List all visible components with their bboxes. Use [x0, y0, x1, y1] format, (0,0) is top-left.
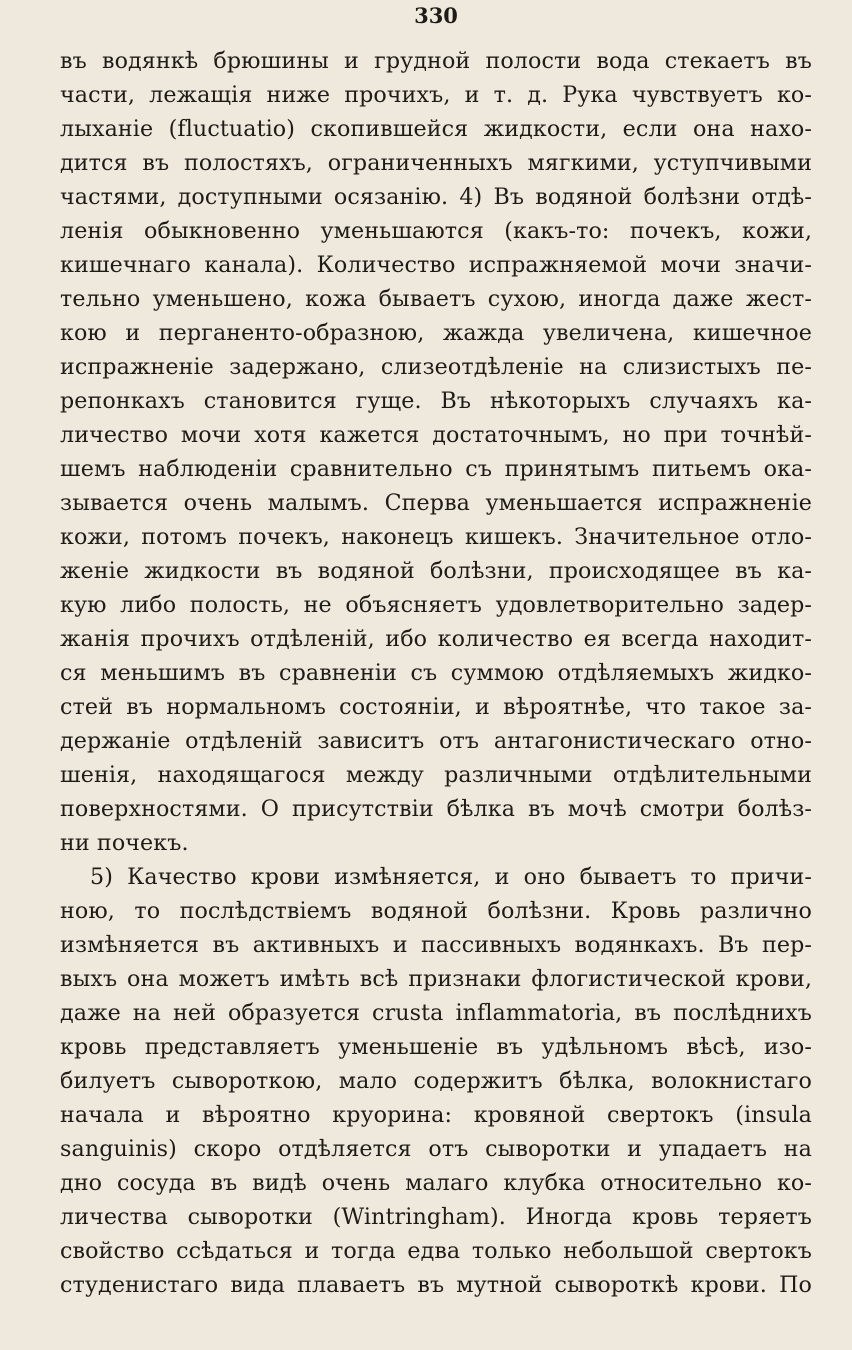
text-line: кровь представляетъ уменьшеніе въ удѣльномъ вѣсѣ, изо-: [60, 1034, 812, 1060]
text-line: кою и перганенто-образною, жажда увеличена, кишечное: [60, 320, 812, 346]
text-line: ленія обыкновенно уменьшаются (какъ-то: почекъ, кожи,: [60, 218, 812, 244]
text-line: лыханіе (fluctuatio) скопившейся жидкости, если она нахо-: [60, 116, 812, 142]
text-line: стей въ нормальномъ состояніи, и вѣроятнѣе, что такое за-: [60, 694, 812, 720]
text-line: ни почекъ.: [60, 830, 189, 856]
text-line: sanguinis) скоро отдѣляется отъ сыворотки и упадаетъ на: [60, 1136, 812, 1162]
text-line: части, лежащія ниже прочихъ, и т. д. Рука чувствуетъ ко-: [60, 82, 812, 108]
page-number: 330: [414, 3, 458, 28]
text-line: 5) Качество крови измѣняется, и оно бываетъ то причи-: [90, 864, 812, 890]
body-text: [60, 44, 812, 1302]
text-line: свойство ссѣдаться и тогда едва только небольшой свертокъ: [60, 1238, 812, 1264]
text-line: дится въ полостяхъ, ограниченныхъ мягкими, уступчивыми: [60, 150, 812, 176]
text-line: начала и вѣроятно круорина: кровяной свертокъ (insula: [60, 1102, 812, 1128]
text-line: даже на ней образуется crusta inflammatoria, въ послѣднихъ: [60, 1000, 812, 1026]
text-line: кишечнаго канала). Количество испражняемой мочи значи-: [60, 252, 812, 278]
text-line: выхъ она можетъ имѣть всѣ признаки флогистической крови,: [60, 966, 812, 992]
text-line: билуетъ сывороткою, мало содержитъ бѣлка, волокнистаго: [60, 1068, 812, 1094]
text-line: измѣняется въ активныхъ и пассивныхъ водянкахъ. Въ пер-: [60, 932, 812, 958]
text-line: частями, доступными осязанію. 4) Въ водяной болѣзни отдѣ-: [60, 184, 812, 210]
text-line: зывается очень малымъ. Сперва уменьшается испражненіе: [60, 490, 812, 516]
text-line: женіе жидкости въ водяной болѣзни, происходящее въ ка-: [60, 558, 812, 584]
text-line: ся меньшимъ въ сравненіи съ суммою отдѣляемыхъ жидко-: [60, 660, 812, 686]
text-line: кожи, потомъ почекъ, наконецъ кишекъ. Значительное отло-: [60, 524, 812, 550]
text-line: дно сосуда въ видѣ очень малаго клубка относительно ко-: [60, 1170, 812, 1196]
text-line: шемъ наблюденіи сравнительно съ принятымъ питьемъ ока-: [60, 456, 812, 482]
text-line: поверхностями. О присутствіи бѣлка въ мочѣ смотри болѣз-: [60, 796, 812, 822]
text-line: жанія прочихъ отдѣленій, ибо количество ея всегда находит-: [60, 626, 812, 652]
text-line: тельно уменьшено, кожа бываетъ сухою, иногда даже жест-: [60, 286, 812, 312]
text-line: репонкахъ становится гуще. Въ нѣкоторыхъ случаяхъ ка-: [60, 388, 812, 414]
text-line: студенистаго вида плаваетъ въ мутной сывороткѣ крови. По: [60, 1272, 812, 1298]
text-line: кую либо полость, не объясняетъ удовлетворительно задер-: [60, 592, 812, 618]
text-line: держаніе отдѣленій зависитъ отъ антагонистическаго отно-: [60, 728, 812, 754]
text-line: шенія, находящагося между различными отдѣлительными: [60, 762, 812, 788]
text-line: ною, то послѣдствіемъ водяной болѣзни. Кровь различно: [60, 898, 812, 924]
text-line: личество мочи хотя кажется достаточнымъ, но при точнѣй-: [60, 422, 812, 448]
text-line: въ водянкѣ брюшины и грудной полости вода стекаетъ въ: [60, 48, 812, 74]
text-line: испражненіе задержано, слизеотдѣленіе на слизистыхъ пе-: [60, 354, 812, 380]
text-line: личества сыворотки (Wintringham). Иногда кровь теряетъ: [60, 1204, 812, 1230]
